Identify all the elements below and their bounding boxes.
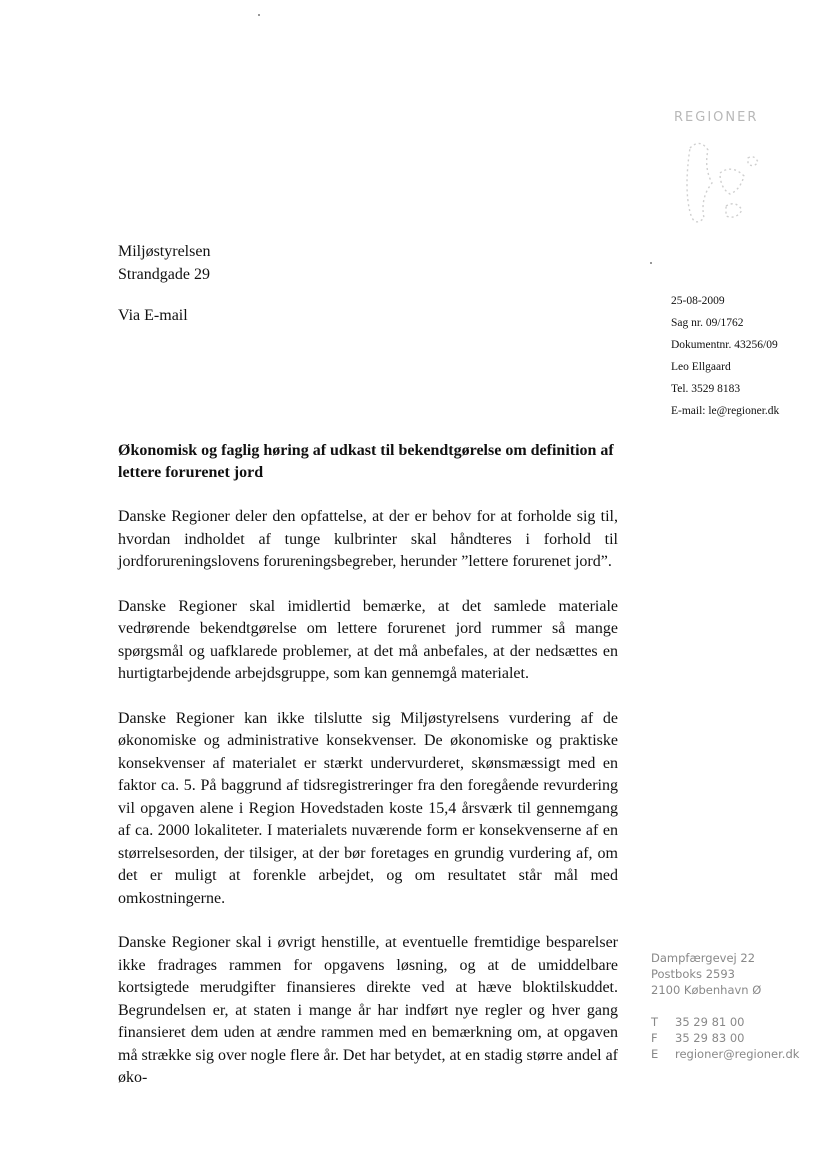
footer-contact <box>651 1014 799 1062</box>
footer-email: regioner@regioner.dk <box>675 1047 800 1061</box>
footer-phone-row <box>651 1014 799 1030</box>
scan-speck <box>258 14 260 16</box>
body-paragraph: Danske Regioner skal imidlertid bemærke, at det samlede materiale vedrørende bekendtgørelse om lettere forurenet jord rummer så mange spørgsmål og uafklarede problemer, at det må anbefales, at der nedsættes en hurtigtarbejdende arbejdsgruppe, som kan gennemgå materialet. <box>118 597 618 682</box>
footer-fax: 35 29 83 00 <box>675 1031 745 1045</box>
recipient-address <box>118 240 210 286</box>
denmark-map-icon <box>660 128 770 248</box>
scan-speck <box>650 262 652 264</box>
footer-email-row <box>651 1046 799 1062</box>
letter-metadata <box>671 290 779 422</box>
body-paragraph: Danske Regioner skal i øvrigt henstille, at eventuelle fremtidige besparelser ikke fradrages rammen for opgavens løsning, og at de umiddelbare kortsigtede merudgifter finansieres direkte ved at hæve bloktilskuddet. Begrundelsen er, at staten i mange år har indført nye regler og hver gang finansieret dem uden at ændre rammen med en bemærkning om, at opgaven må strække sig over nogle flere år. Det har betydet, at en stadig større andel af øko- <box>118 934 618 1086</box>
footer-fax-label: F <box>651 1031 658 1045</box>
document-number: Dokumentnr. 43256/09 <box>671 339 778 351</box>
footer-address-line: Dampfærgevej 22 <box>651 951 756 965</box>
footer-address-line: 2100 København Ø <box>651 983 762 997</box>
footer-address <box>651 950 761 998</box>
letter-body <box>118 506 618 1112</box>
logo-wordmark: REGIONER <box>674 110 759 125</box>
delivery-method: Via E-mail <box>118 307 188 324</box>
footer-address-line: Postboks 2593 <box>651 967 735 981</box>
letter-date: 25-08-2009 <box>671 295 725 307</box>
body-paragraph: Danske Regioner deler den opfattelse, at der er behov for at forholde sig til, hvordan indholdet af tunge kulbrinter skal håndteres i forhold til jordforureningslovens forureningsbegreber, herunder ”lettere forurenet jord”. <box>118 508 618 570</box>
contact-name: Leo Ellgaard <box>671 361 731 373</box>
footer-email-label: E <box>651 1047 659 1061</box>
footer-phone: 35 29 81 00 <box>675 1015 745 1029</box>
footer-fax-row <box>651 1030 799 1046</box>
case-number: Sag nr. 09/1762 <box>671 317 744 329</box>
recipient-street: Strandgade 29 <box>118 266 210 283</box>
letter-subject: Økonomisk og faglig høring af udkast til bekendtgørelse om definition af lettere forurenet jord <box>118 442 614 481</box>
footer-phone-label: T <box>651 1015 659 1029</box>
contact-phone: Tel. 3529 8183 <box>671 383 741 395</box>
recipient-name: Miljøstyrelsen <box>118 243 211 260</box>
contact-email: E-mail: le@regioner.dk <box>671 405 780 417</box>
body-paragraph: Danske Regioner kan ikke tilslutte sig Miljøstyrelsens vurdering af de økonomiske og administrative konsekvenser. De økonomiske og praktiske konsekvenser af materialet er stærkt undervurderet, skønsmæssigt med en faktor ca. 5. På baggrund af tidsregistreringer fra den foregående revurdering vil opgaven alene i Region Hovedstaden koste 15,4 årsværk til gennemgang af ca. 2000 lokaliteter. I materialets nuværende form er konsekvenserne af en størrelsesorden, der tilsiger, at der bør foretages en grundig vurdering af, om det er muligt at forenkle arbejdet, og om resultatet står mål med omkostningerne. <box>118 709 618 907</box>
regioner-logo <box>660 98 780 248</box>
